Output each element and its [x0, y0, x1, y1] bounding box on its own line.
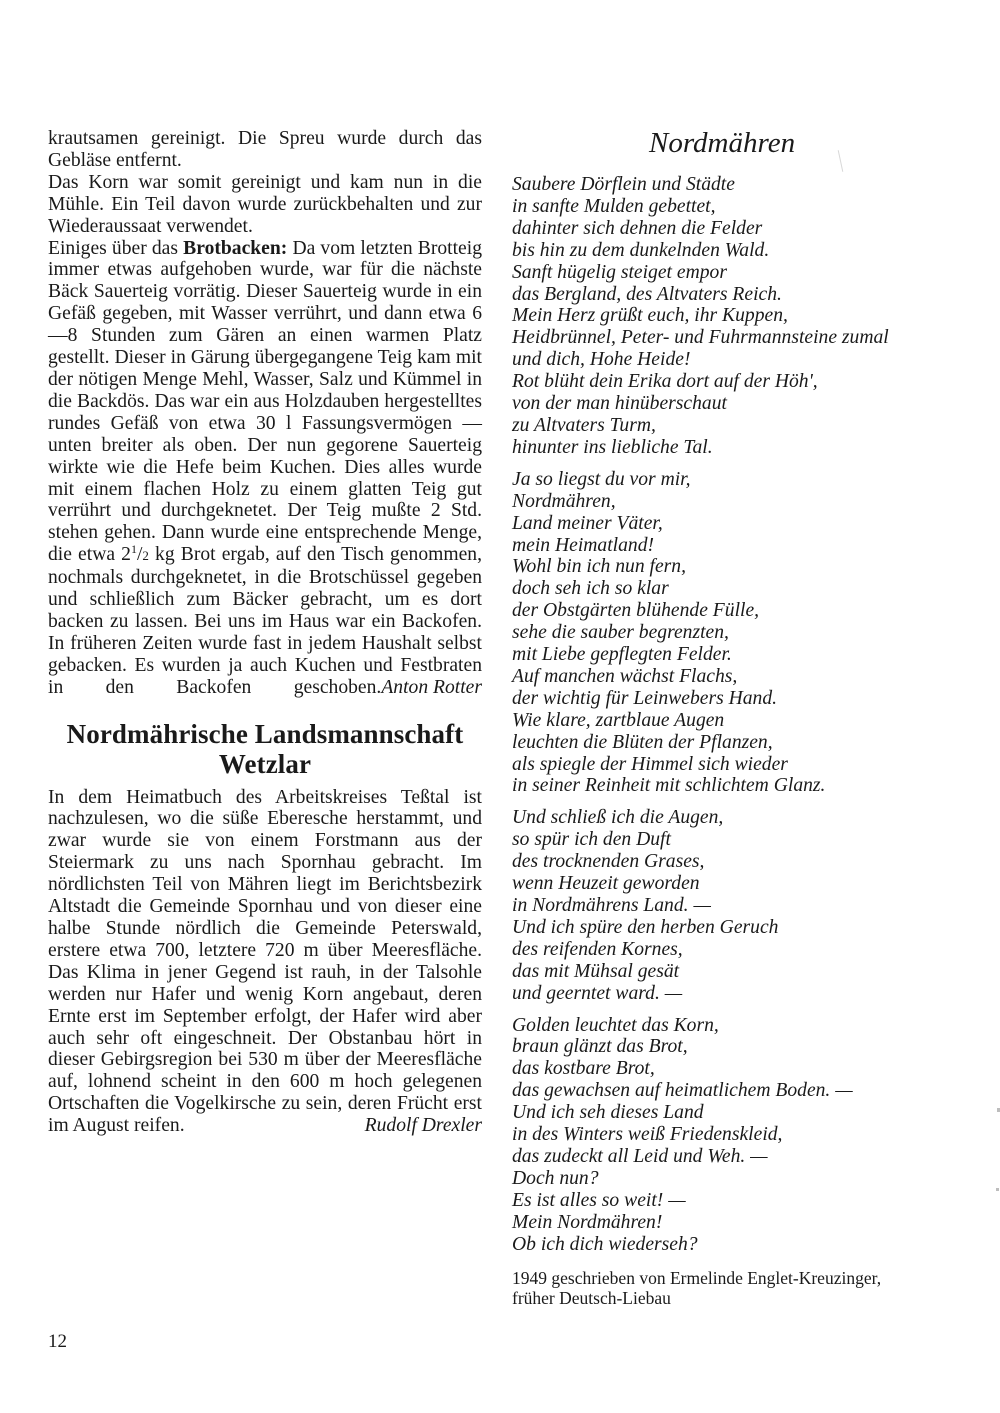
poem-line: dahinter sich dehnen die Felder [512, 217, 763, 239]
poem-line: das Bergland, des Altvaters Reich. [512, 283, 782, 305]
left-column [48, 128, 482, 1137]
poem-line: bis hin zu dem dunkelnden Wald. [512, 239, 770, 261]
paragraph-text: Da vom letzten Brotteig immer etwas aufgehoben wurde, war für die nächste Bäck Sauerteig vorrätig. Dieser Sauerteig wurde in ein Gefäß gegeben, mit Wasser verrührt, und dann etwa 6—8 Stunden zum Gären an einen warmen Platz gestellt. Dieser in Gärung übergegangene Teig kam mit der nötigen Menge Mehl, Wasser, Salz und Kümmel in die Backdös. Das war ein aus Holzdauben hergestelltes rundes Gefäß von etwa 30 l Fassungsvermögen — unten breiter als oben. Der nun gegorene Sauerteig wirkte wie die Hefe beim Kuchen. Dies alles wurde mit einem flachen Holz zu einem glatten Teig gut verrührt und durchgeknetet. Der Teig mußte 2 Std. stehen gehen. Dann wurde eine entsprechende Menge, die etwa 2 [48, 237, 482, 566]
poem-body [512, 174, 972, 1256]
scan-speck [996, 1188, 999, 1191]
poem-line: Rot blüht dein Erika dort auf der Höh', [512, 371, 818, 393]
poem-line: des trocknenden Grases, [512, 851, 705, 873]
poem-line: zu Altvaters Turm, [512, 414, 656, 436]
poem-line: sehe die sauber begrenzten, [512, 622, 729, 644]
article-wetzlar [48, 719, 482, 1138]
poem-line: Wohl bin ich nun fern, [512, 556, 686, 578]
poem-line: Heidbrünnel, Peter- und Fuhrmannsteine zumal [512, 327, 889, 349]
poem-line: in sanfte Mulden gebettet, [512, 195, 716, 217]
poem-credit [512, 1268, 972, 1308]
poem-stanza [512, 1015, 972, 1256]
heading-line: Wetzlar [218, 748, 312, 779]
article-heading [48, 719, 482, 779]
poem-line: Land meiner Väter, [512, 512, 663, 534]
poem-stanza [512, 174, 972, 459]
poem-stanza [512, 469, 972, 798]
poem-line: das zudeckt all Leid und Weh. — [512, 1145, 768, 1167]
poem-line: der Obstgärten blühende Fülle, [512, 600, 760, 622]
poem-line: des reifenden Kornes, [512, 938, 683, 960]
poem-line: Und ich seh dieses Land [512, 1102, 704, 1124]
poem-line: das mit Mühsal gesät [512, 960, 680, 982]
poem-line: in Nordmährens Land. — [512, 895, 711, 916]
poem-line: Mein Nordmähren! [512, 1211, 663, 1233]
poem-line: Und schließ ich die Augen, [512, 807, 724, 829]
poem-line: doch seh ich so klar [512, 578, 669, 600]
paragraph-brotbacken [48, 238, 482, 699]
poem-line: Doch nun? [512, 1167, 599, 1189]
poem-line: und geerntet ward. — [512, 982, 683, 1004]
poem-line: Ja so liegst du vor mir, [512, 468, 691, 490]
fraction-denominator: 2 [142, 548, 149, 564]
poem-line: als spiegle der Himmel sich wieder [512, 753, 788, 775]
poem-line: mein Heimatland! [512, 534, 655, 556]
poem-line: wenn Heuzeit geworden [512, 873, 700, 895]
paragraph: krautsamen gereinigt. Die Spreu wurde durch das Gebläse entfernt. [48, 128, 482, 171]
author-signature: Rudolf Drexler [364, 1115, 482, 1137]
poem-line: braun glänzt das Brot, [512, 1036, 688, 1058]
poem-line: Ob ich dich wiederseh? [512, 1233, 698, 1255]
poem-line: Sanft hügelig steiget empor [512, 261, 727, 283]
fraction-numerator: 1 [130, 542, 137, 557]
poem-line: der wichtig für Leinwebers Hand. [512, 687, 778, 709]
right-column [512, 126, 972, 1308]
poem-line: Auf manchen wächst Flachs, [512, 665, 738, 687]
poem-line: in seiner Reinheit mit schlichtem Glanz. [512, 775, 826, 797]
bold-term: Brotbacken: [183, 237, 288, 259]
paragraph-intro: Einiges über das [48, 237, 178, 259]
poem-line: Und ich spüre den herben Geruch [512, 916, 779, 938]
paragraph: Das Korn war somit gereinigt und kam nun in die Mühle. Ein Teil davon wurde zurückbehalten und zur Wiederaussaat verwendet. [48, 171, 482, 237]
poem-line: das gewachsen auf heimatlichem Boden. — [512, 1080, 853, 1102]
poem-line: von der man hinüberschaut [512, 393, 727, 415]
poem-stanza [512, 807, 972, 1004]
poem-line: hinunter ins liebliche Tal. [512, 436, 713, 458]
poem-line: leuchten die Blüten der Pflanzen, [512, 731, 773, 753]
article-brotbacken [48, 128, 482, 699]
poem-line: Saubere Dörflein und Städte [512, 174, 735, 195]
poem-line: mit Liebe gepflegten Felder. [512, 644, 732, 666]
paragraph [48, 787, 482, 1138]
poem-line: Mein Herz grüßt euch, ihr Kuppen, [512, 305, 788, 327]
poem-line: Nordmähren, [512, 490, 616, 512]
page-number: 12 [48, 1331, 67, 1352]
poem-line: Es ist alles so weit! — [512, 1189, 686, 1211]
poem-line: das kostbare Brot, [512, 1058, 655, 1080]
fraction-separator: / [136, 544, 143, 566]
credit-line: 1949 geschrieben von Ermelinde Englet-Kreuzinger, [512, 1267, 882, 1288]
credit-line: früher Deutsch-Liebau [512, 1287, 671, 1308]
paragraph-text: In dem Heimatbuch des Arbeitskreises Teßtal ist nachzulesen, wo die süße Eberesche herstammt, und zwar wurde sie von einem Forstmann aus der Steiermark zu uns nach Spornhau gebracht. Im nördlichsten Teil von Mähren liegt im Berichtsbezirk Altstadt die Gemeinde Spornhau und von dieser eine halbe Stunde nördlich die Gemeinde Peterswald, erstere etwa 700, letztere 720 m über Meeresfläche. Das Klima in jener Gegend ist rauh, in der Talsohle werden nur Hafer und wenig Korn angebaut, deren Ernte erst im September erfolgt, der Hafer wird aber auch sehr oft eingeschneit. Der Obstanbau hört in dieser Gebirgsregion bei 530 m über der Meeresfläche auf, lohnend scheint in den 600 m hoch gelegenen Ortschaften die Vogelkirsche zu sein, deren Frücht erst im August reifen. [48, 786, 482, 1137]
poem-title: Nordmähren [649, 127, 796, 159]
heading-line: Nordmährische Landsmannschaft [66, 718, 464, 749]
poem-line: und dich, Hohe Heide! [512, 349, 691, 371]
author-signature: Anton Rotter [381, 676, 482, 698]
poem-line: Wie klare, zartblaue Augen [512, 709, 725, 731]
paragraph-text: kg Brot ergab, auf den Tisch genommen, nochmals durchgeknetet, in die Brotschüssel gegeben und schließlich zum Bäcker gebracht, um es dort backen zu lassen. Bei uns im Haus war ein Backofen. In früheren Zeiten wurde fast in jedem Haushalt selbst gebacken. Es wurden ja auch Kuchen und Festbraten in den Backofen geschoben. [48, 544, 482, 698]
poem-line: in des Winters weiß Friedenskleid, [512, 1124, 783, 1146]
poem-line: Golden leuchtet das Korn, [512, 1014, 719, 1036]
poem-line: so spür ich den Duft [512, 829, 671, 851]
